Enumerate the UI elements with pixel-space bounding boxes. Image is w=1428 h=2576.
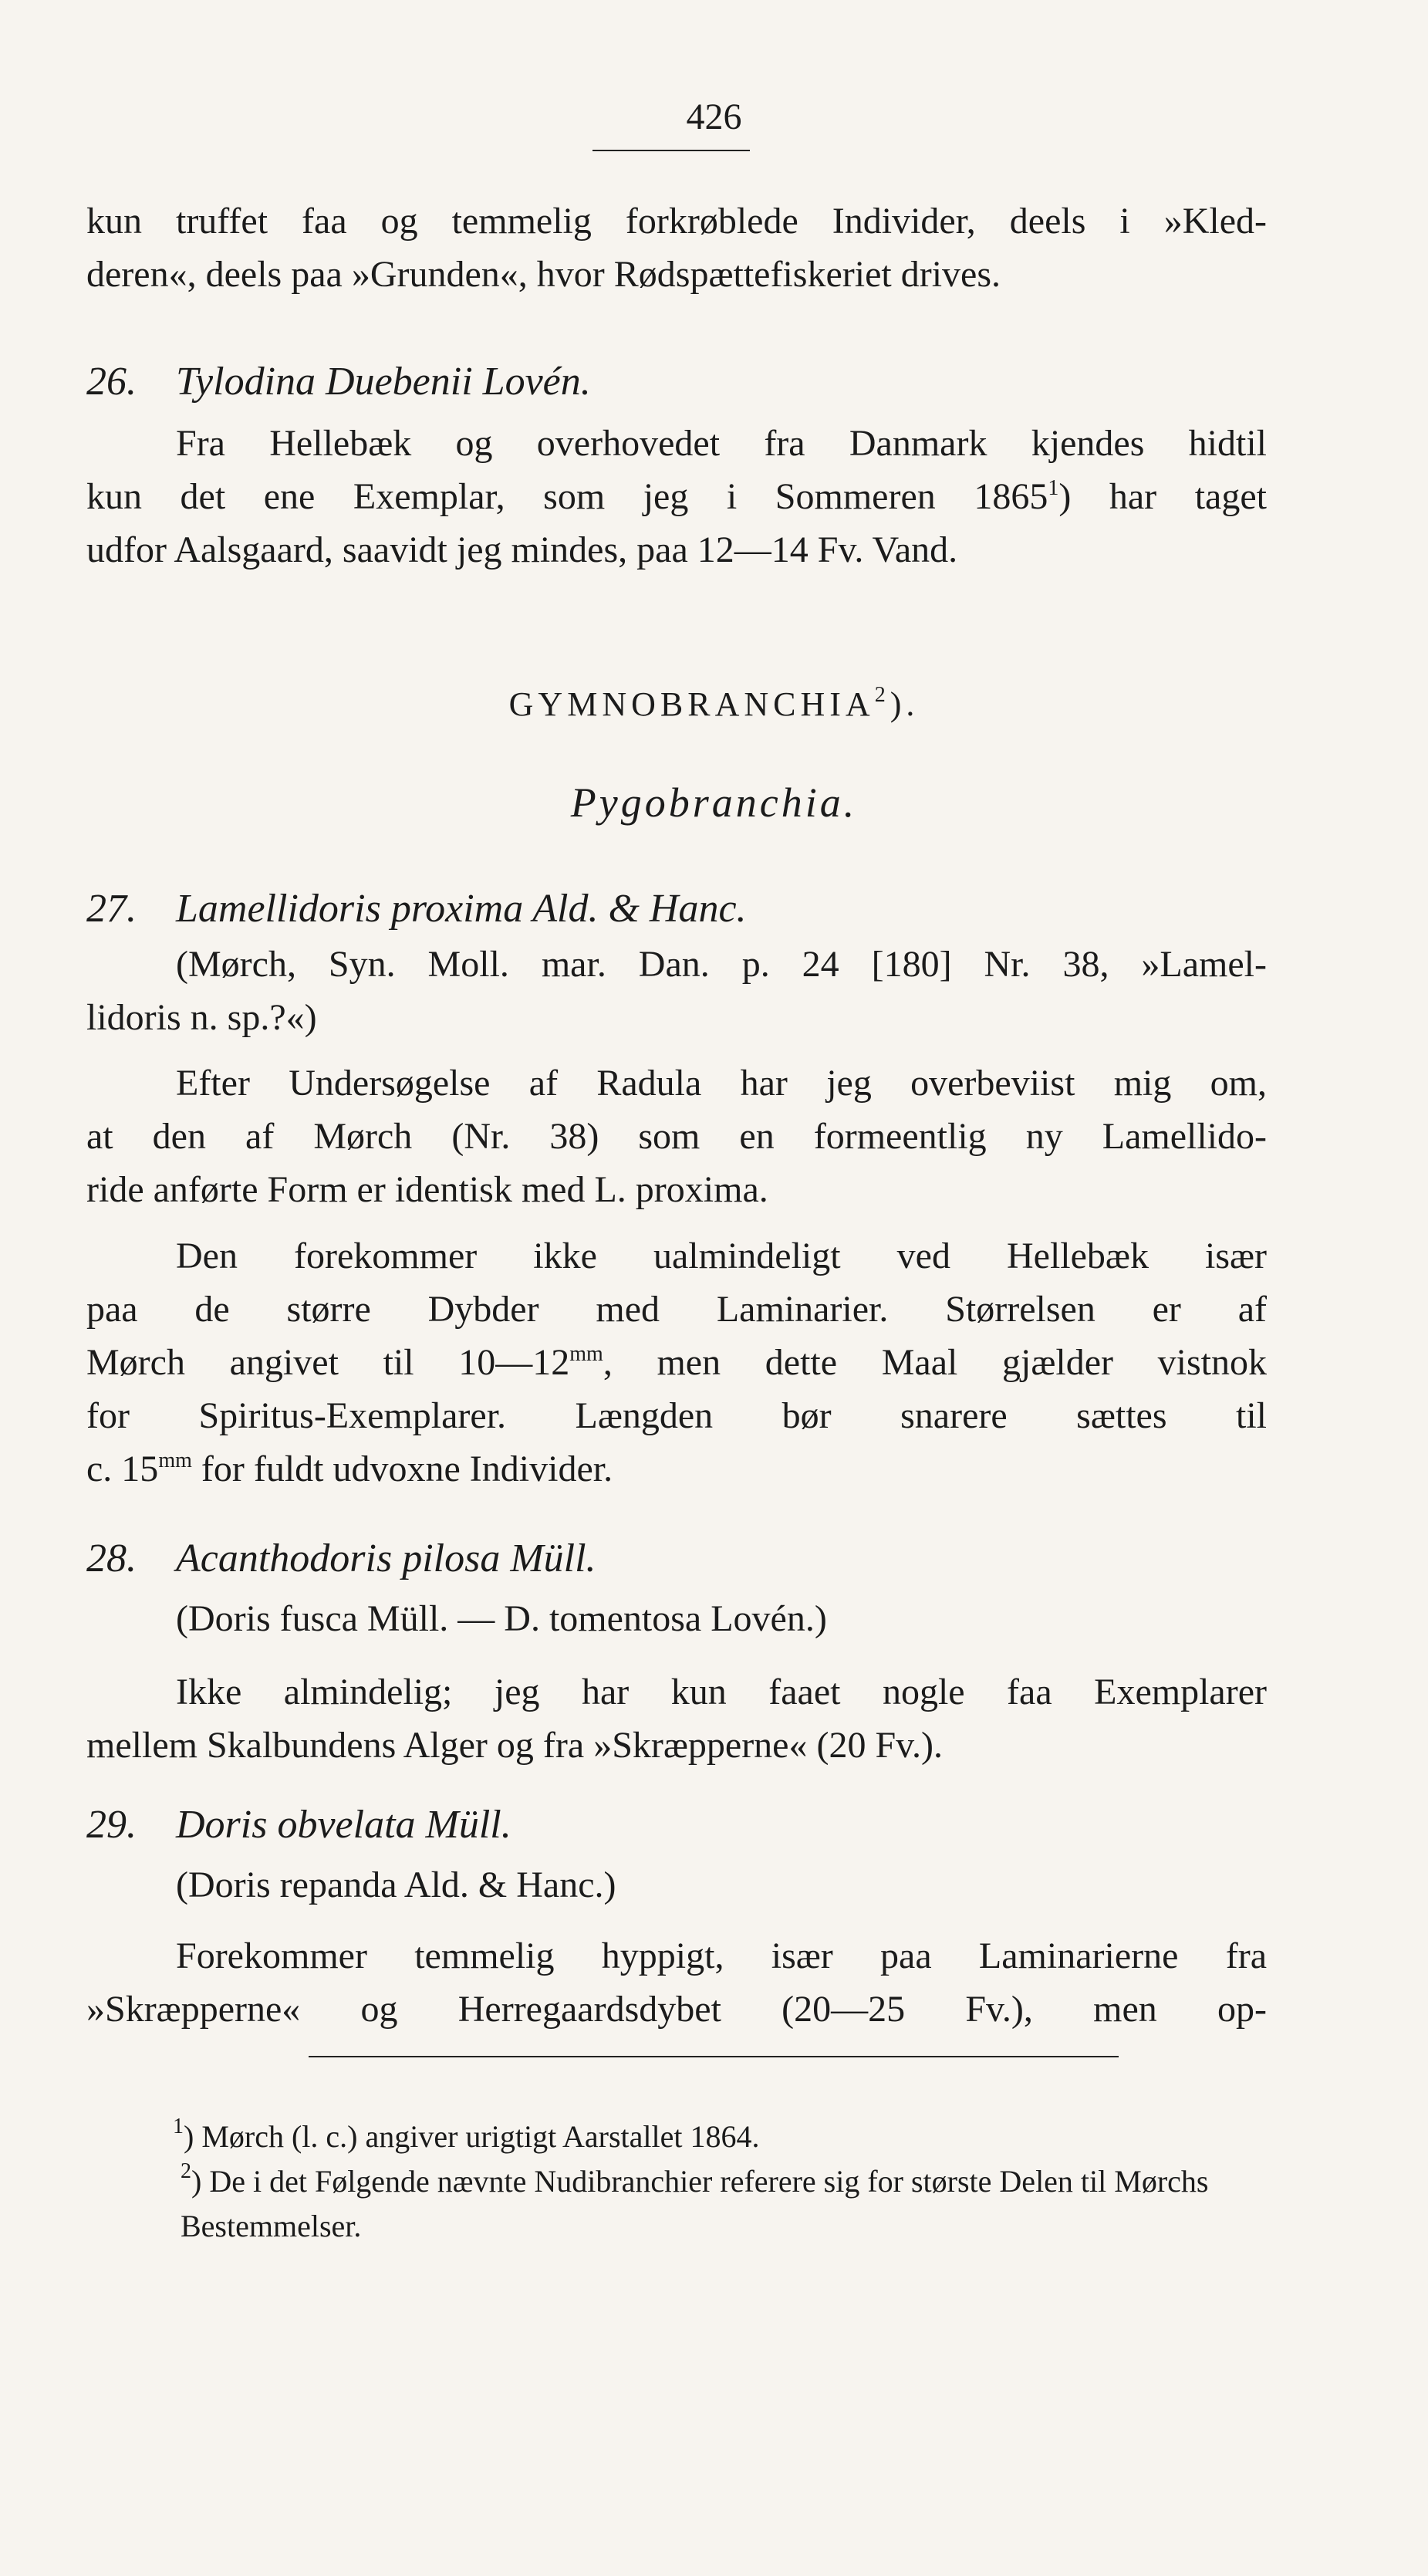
species-27-para-1: Efter Undersøgelse af Radula har jeg overbeviist mig om, at den af Mørch (Nr. 38) som en formeentlig ny Lamellido- ride anførte Form er identisk med L. proxima. [86, 1063, 1267, 1210]
subsection-heading: Pygobranchia. [570, 779, 858, 826]
footnotes [173, 2115, 1284, 2249]
page-number: 426 [686, 96, 742, 137]
footnote-1: $^1$) Mørch (l. c.) angiver urigtigt Aarstallet 1864. [173, 2115, 760, 2154]
species-27 [86, 882, 1267, 936]
s27-syn-1: (Mørch, Syn. Moll. mar. Dan. p. 24 [180] Nr. 38, »Lamel- [176, 944, 1267, 985]
footnote-ref-2[interactable]: 2 [874, 683, 890, 707]
species-28 [86, 1532, 1267, 1586]
footnote-2: $^2$) De i det Følgende nævnte Nudibranchier referere sig for største Delen til Mørchs Bestemmelser. [181, 2159, 1209, 2243]
species-27-para-2: Den forekommer ikke ualmindeligt ved Hellebæk især paa de større Dybder med Laminarier. Størrelsen er af Mørch angivet til $10—12^{mm}$, men dette Maal gjælder vistnok for Spiritus-Exemplarer. Længden bør snarere sættes til c. $15^{mm}$ for fuldt udvoxne Individer. [86, 1236, 1267, 1489]
species-29-number: 29. [86, 1803, 137, 1847]
species-26 [86, 355, 1267, 409]
footnote-rule [309, 2056, 1119, 2057]
unit-mm: mm [569, 1342, 603, 1366]
species-28-synonym: (Doris fusca Müll. — D. tomentosa Lovén.) [176, 1598, 827, 1639]
species-28-para: Ikke almindelig; jeg har kun faaet nogle faa Exemplarer mellem Skalbundens Alger og fra »Skræpperne« (20 Fv.). [86, 1672, 1267, 1766]
s26-line-1: Fra Hellebæk og overhovedet fra Danmark kjendes hidtil [176, 423, 1267, 464]
s26-line-3: udfor Aalsgaard, saavidt jeg mindes, paa 12—14 Fv. Vand. [86, 529, 958, 570]
species-26-text [86, 417, 1267, 576]
species-29 [86, 1798, 1267, 1852]
page-number-rule [592, 150, 750, 151]
species-29-synonym: (Doris repanda Ald. & Hanc.) [176, 1864, 616, 1905]
species-26-number: 26. [86, 360, 137, 404]
footnote-ref-1[interactable]: 1 [1048, 476, 1059, 500]
species-27-synonym [86, 938, 1267, 1044]
s26-line-2: kun det ene Exemplar, som jeg i Sommeren 1865$^1$) har taget [86, 476, 1267, 517]
intro-line-1: kun truffet faa og temmelig forkrøblede Individer, deels i »Kled- [86, 201, 1267, 242]
species-27-number: 27. [86, 887, 137, 931]
species-28-name: Acanthodoris pilosa Müll. [176, 1536, 596, 1580]
unit-mm: mm [158, 1449, 192, 1472]
species-26-name: Tylodina Duebenii Lovén. [176, 360, 591, 404]
species-27-name: Lamellidoris proxima Ald. & Hanc. [176, 887, 747, 931]
section-heading: GYMNOBRANCHIA$^2$). [508, 683, 920, 723]
species-28-number: 28. [86, 1536, 137, 1580]
intro-line-2: deren«, deels paa »Grunden«, hvor Rødspættefiskeriet drives. [86, 254, 1001, 295]
species-29-para: Forekommer temmelig hyppigt, især paa Laminarierne fra »Skræpperne« og Herregaardsdybet (20—25 Fv.), men op- [86, 1935, 1267, 2030]
s27-syn-2: lidoris n. sp.?«) [86, 997, 317, 1038]
intro-paragraph [86, 194, 1267, 301]
species-29-name: Doris obvelata Müll. [176, 1803, 511, 1847]
